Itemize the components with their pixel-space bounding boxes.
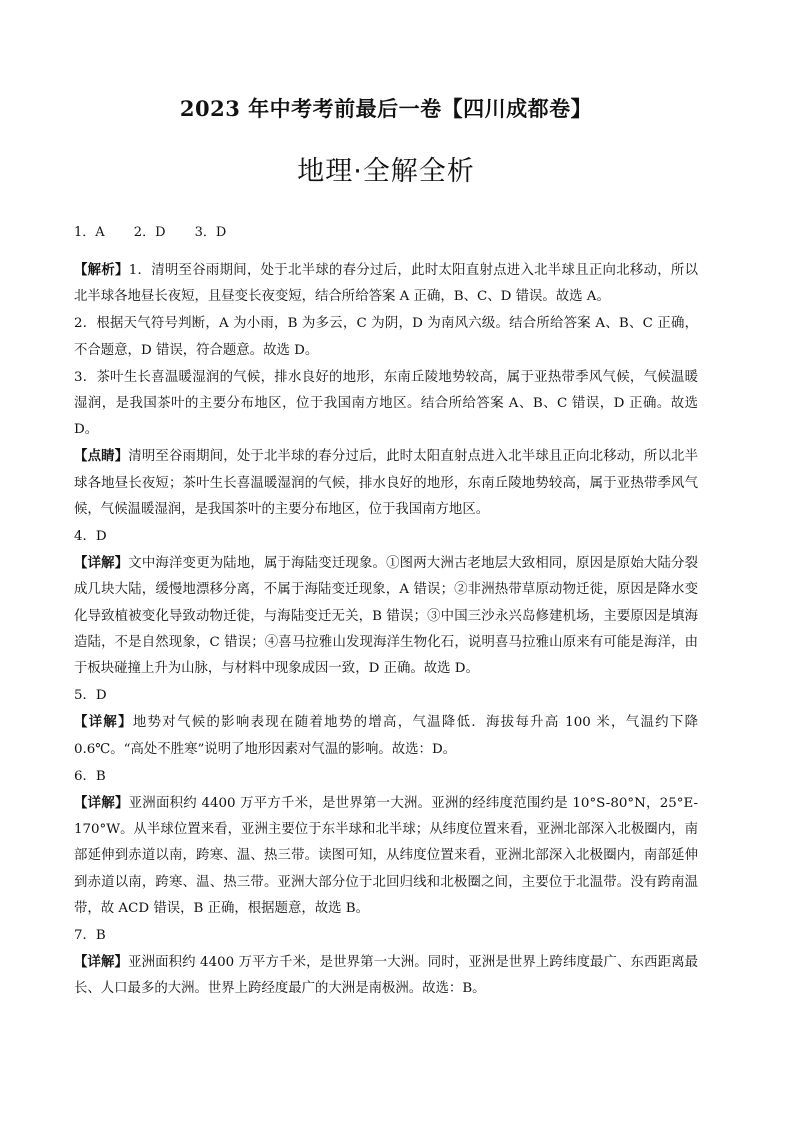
paragraph-text: 地势对气候的影响表现在随着地势的增高，气温降低．海拔每升高 100 米，气温约下降 0.6℃。“高处不胜寒”说明了地形因素对气温的影响。故选：D。 [74, 715, 699, 757]
paragraph-tag: 【点睛】 [74, 448, 129, 465]
page-title: 2023 年中考考前最后一卷【四川成都卷】 [179, 96, 593, 121]
paragraph [74, 310, 698, 363]
paragraph-text: 1．清明至谷雨期间，处于北半球的春分过后，此时太阳直射点进入北半球且正向北移动，所以北半球各地昼长夜短，且昼变长夜变短，结合所给答案 A 正确，B、C、D 错误。故选 A。 [74, 263, 698, 305]
paragraph-tag: 【详解】 [74, 555, 129, 572]
paragraph-tag: 【解析】 [74, 262, 129, 278]
paragraph-text: 6．B [74, 768, 106, 784]
page-subtitle: 地理·全解全析 [297, 156, 475, 187]
paragraph-text: 7．B [74, 928, 106, 944]
paragraph [74, 257, 698, 310]
paragraph [74, 763, 698, 790]
paragraph [74, 949, 698, 1002]
paragraph-tag: 【详解】 [74, 954, 129, 971]
paragraph [74, 682, 698, 709]
paragraph-text: 文中海洋变更为陆地，属于海陆变迁现象。①图两大洲古老地层大致相同，原因是原始大陆分裂成几块大陆，缓慢地漂移分离，不属于海陆变迁现象，A 错误；②非洲热带草原动物迁徙，原因是降水变化导致植被变化导致动物迁徙，与海陆变迁无关，B 错误；③中国三沙永兴岛修建机场，主要原因是填海造陆，不是自然现象，C 错误；④喜马拉雅山发现海洋生物化石，说明喜马拉雅山原来有可能是海洋，由于板块碰撞上升为山脉，与材料中现象成因一致，D 正确。故选 D。 [74, 556, 699, 677]
paragraph [74, 550, 698, 682]
paragraph-text: 亚洲面积约 4400 万平方千米，是世界第一大洲。同时，亚洲是世界上跨纬度最广、东西距离最长、人口最多的大洲。世界上跨经度最广的大洲是南极洲。故选：B。 [74, 955, 699, 997]
paragraph-text: 5．D [74, 688, 107, 704]
explanation-body [74, 257, 698, 1003]
answer-key: 1．A 2．D 3．D [74, 225, 227, 240]
paragraph [74, 523, 698, 550]
paragraph-text: 清明至谷雨期间，处于北半球的春分过后，此时太阳直射点进入北半球且正向北移动，所以北半球各地昼长夜短；茶叶生长喜温暖湿润的气候，排水良好的地形，东南丘陵地势较高，属于亚热带季风气候，气候温暖湿润，是我国茶叶的主要分布地区，位于我国南方地区。 [74, 449, 699, 517]
paragraph [74, 443, 698, 523]
paragraph [74, 364, 698, 444]
paragraph-text: 4．D [74, 529, 107, 545]
paragraph-tag: 【详解】 [74, 714, 133, 731]
paragraph-text: 3．茶叶生长喜温暖湿润的气候，排水良好的地形，东南丘陵地势较高，属于亚热带季风气候，气候温暖湿润，是我国茶叶的主要分布地区，位于我国南方地区。结合所给答案 A、B、C 错误，D 正确。故选 D。 [74, 369, 698, 438]
paragraph [74, 790, 698, 922]
paragraph-text: 亚洲面积约 4400 万平方千米，是世界第一大洲。亚洲的经纬度范围约是 10°S-80°N，25°E-170°W。从半球位置来看，亚洲主要位于东半球和北半球；从纬度位置来看，亚洲北部深入北极圈内，南部延伸到赤道以南，跨寒、温、热三带。读图可知，从纬度位置来看，亚洲北部深入北极圈内，南部延伸到赤道以南，跨寒、温、热三带。亚洲大部分位于北回归线和北极圈之间，主要位于北温带。没有跨南温带，故 ACD 错误，B 正确，根据题意，故选 B。 [74, 796, 698, 916]
paragraph-text: 2．根据天气符号判断，A 为小雨，B 为多云，C 为阴，D 为南风六级。结合所给答案 A、B、C 正确，不合题意，D 错误，符合题意。故选 D。 [74, 316, 698, 358]
paragraph [74, 709, 698, 762]
paragraph-tag: 【详解】 [74, 795, 129, 812]
paragraph [74, 922, 698, 949]
